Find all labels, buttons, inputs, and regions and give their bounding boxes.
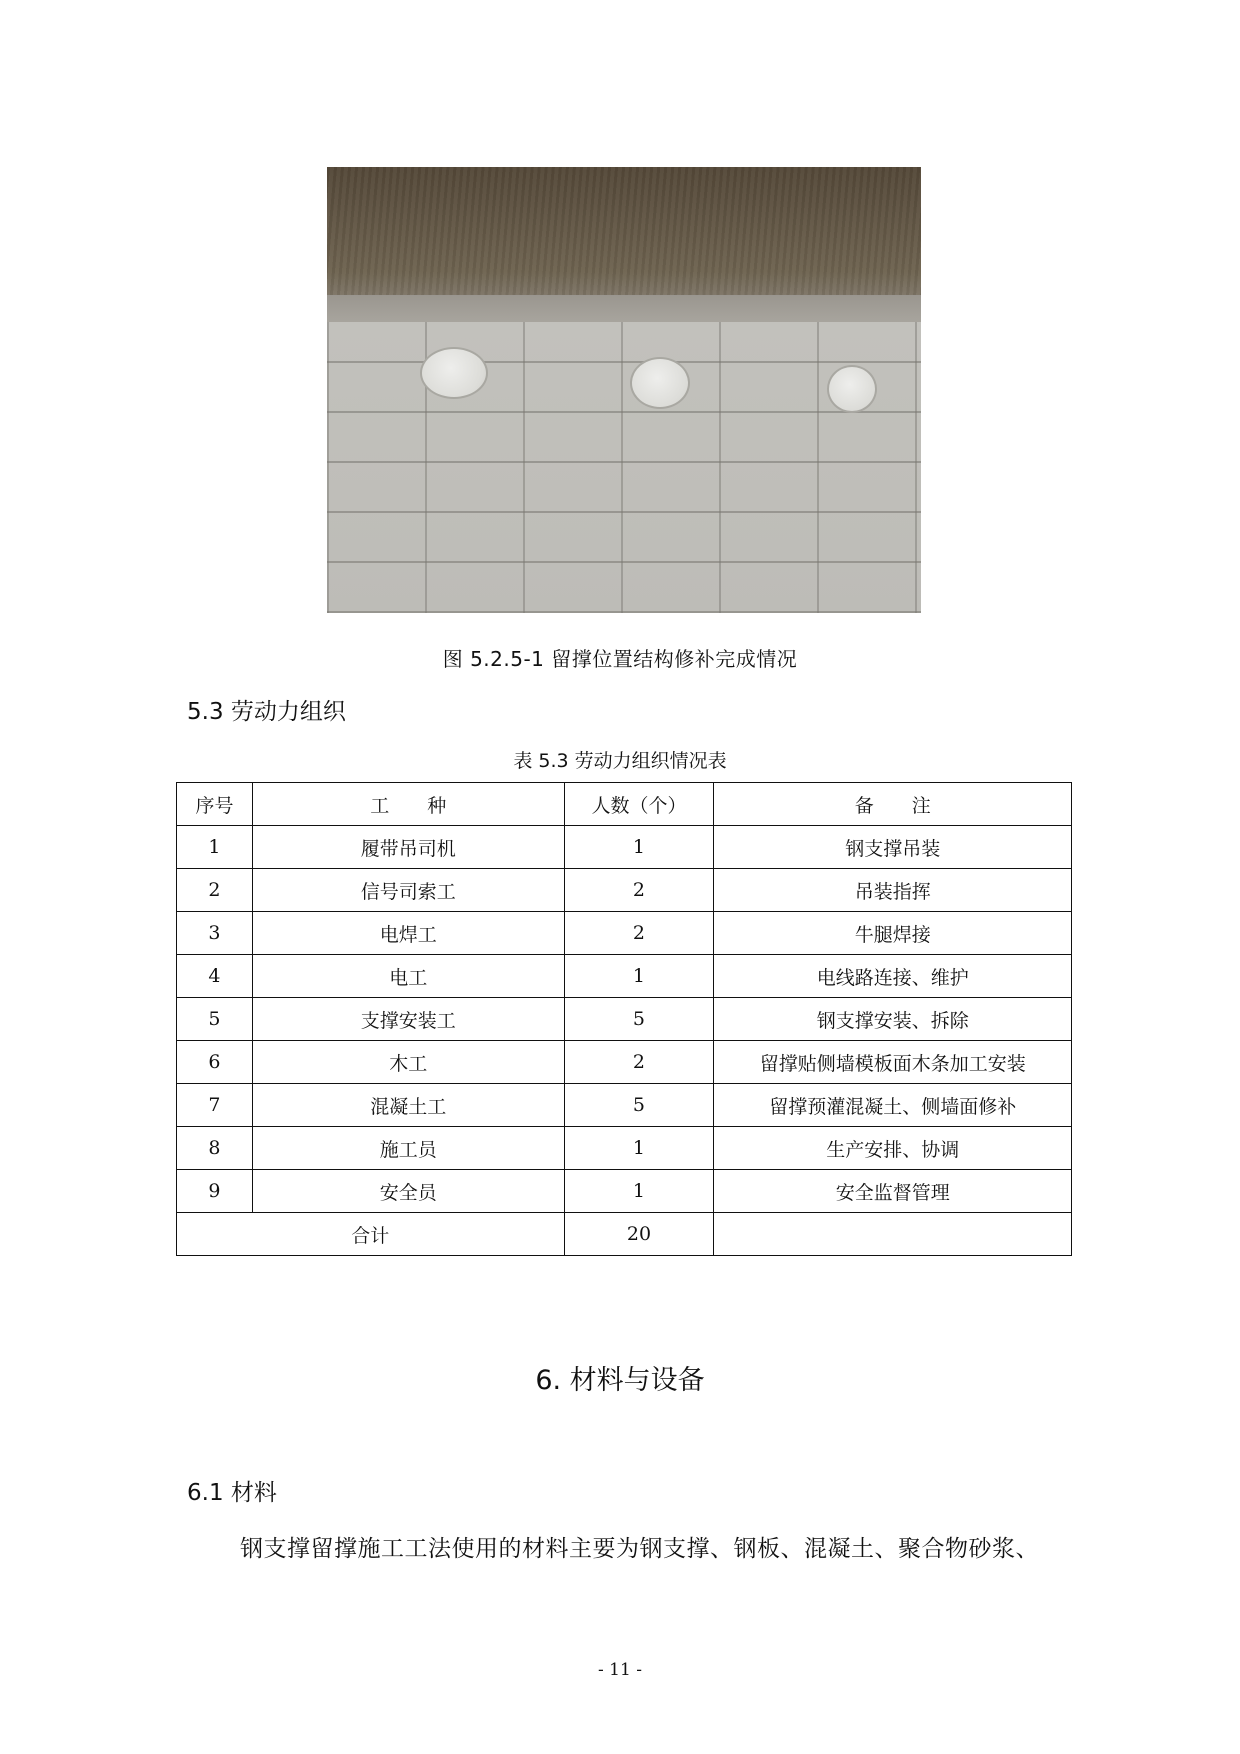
row-trade: 电焊工: [252, 912, 564, 955]
row-index: 7: [177, 1084, 253, 1127]
figure-caption: 图 5.2.5-1 留撑位置结构修补完成情况: [442, 647, 798, 671]
total-count: 20: [564, 1213, 714, 1256]
row-index: 4: [177, 955, 253, 998]
row-trade: 施工员: [252, 1127, 564, 1170]
table-row: [177, 1084, 1072, 1127]
row-count: 1: [564, 1127, 714, 1170]
row-note: 钢支撑吊装: [714, 826, 1072, 869]
header-cell: 工 种: [252, 783, 564, 826]
row-note: 钢支撑安装、拆除: [714, 998, 1072, 1041]
row-trade: 支撑安装工: [252, 998, 564, 1041]
row-note: 电线路连接、维护: [714, 955, 1072, 998]
paragraph: 钢支撑留撑施工工法使用的材料主要为钢支撑、钢板、混凝土、聚合物砂浆、: [240, 1536, 1039, 1562]
row-count: 2: [564, 1041, 714, 1084]
row-count: 2: [564, 869, 714, 912]
row-note: 留撑预灌混凝土、侧墙面修补: [714, 1084, 1072, 1127]
row-trade: 木工: [252, 1041, 564, 1084]
row-count: 2: [564, 912, 714, 955]
photo-patch-3: [827, 365, 877, 413]
row-index: 2: [177, 869, 253, 912]
table-total-row: [177, 1213, 1072, 1256]
row-index: 5: [177, 998, 253, 1041]
row-index: 9: [177, 1170, 253, 1213]
page-number: - 11 -: [598, 1660, 642, 1680]
row-count: 1: [564, 826, 714, 869]
row-trade: 履带吊司机: [252, 826, 564, 869]
row-count: 1: [564, 955, 714, 998]
total-note: [714, 1213, 1072, 1256]
row-note: 生产安排、协调: [714, 1127, 1072, 1170]
total-label: 合计: [177, 1213, 565, 1256]
table-title: 表 5.3 劳动力组织情况表: [513, 750, 727, 772]
photo-patch-2: [630, 357, 690, 409]
table-row: [177, 912, 1072, 955]
table-row: [177, 955, 1072, 998]
row-note: 安全监督管理: [714, 1170, 1072, 1213]
row-trade: 电工: [252, 955, 564, 998]
photo-patch-1: [420, 347, 488, 399]
row-index: 8: [177, 1127, 253, 1170]
table-row: [177, 826, 1072, 869]
table-row: [177, 998, 1072, 1041]
figure-photo: [327, 167, 921, 613]
row-count: 5: [564, 1084, 714, 1127]
row-trade: 安全员: [252, 1170, 564, 1213]
row-count: 5: [564, 998, 714, 1041]
table-row: [177, 869, 1072, 912]
table-header-row: [177, 783, 1072, 826]
photo-wall: [327, 322, 921, 613]
table-row: [177, 1170, 1072, 1213]
header-cell: 备 注: [714, 783, 1072, 826]
row-index: 1: [177, 826, 253, 869]
row-count: 1: [564, 1170, 714, 1213]
row-index: 3: [177, 912, 253, 955]
labor-table: [176, 782, 1072, 1256]
row-trade: 混凝土工: [252, 1084, 564, 1127]
table-row: [177, 1041, 1072, 1084]
row-trade: 信号司索工: [252, 869, 564, 912]
header-cell: 人数（个）: [564, 783, 714, 826]
heading-5-3: 5.3 劳动力组织: [187, 699, 346, 725]
header-cell: 序号: [177, 783, 253, 826]
photo-ledge: [327, 295, 921, 325]
row-note: 牛腿焊接: [714, 912, 1072, 955]
heading-6-1: 6.1 材料: [187, 1480, 277, 1506]
row-note: 吊装指挥: [714, 869, 1072, 912]
row-note: 留撑贴侧墙模板面木条加工安装: [714, 1041, 1072, 1084]
labor-table-body: [177, 783, 1072, 1256]
section-6-title: 6. 材料与设备: [535, 1365, 705, 1396]
row-index: 6: [177, 1041, 253, 1084]
table-row: [177, 1127, 1072, 1170]
